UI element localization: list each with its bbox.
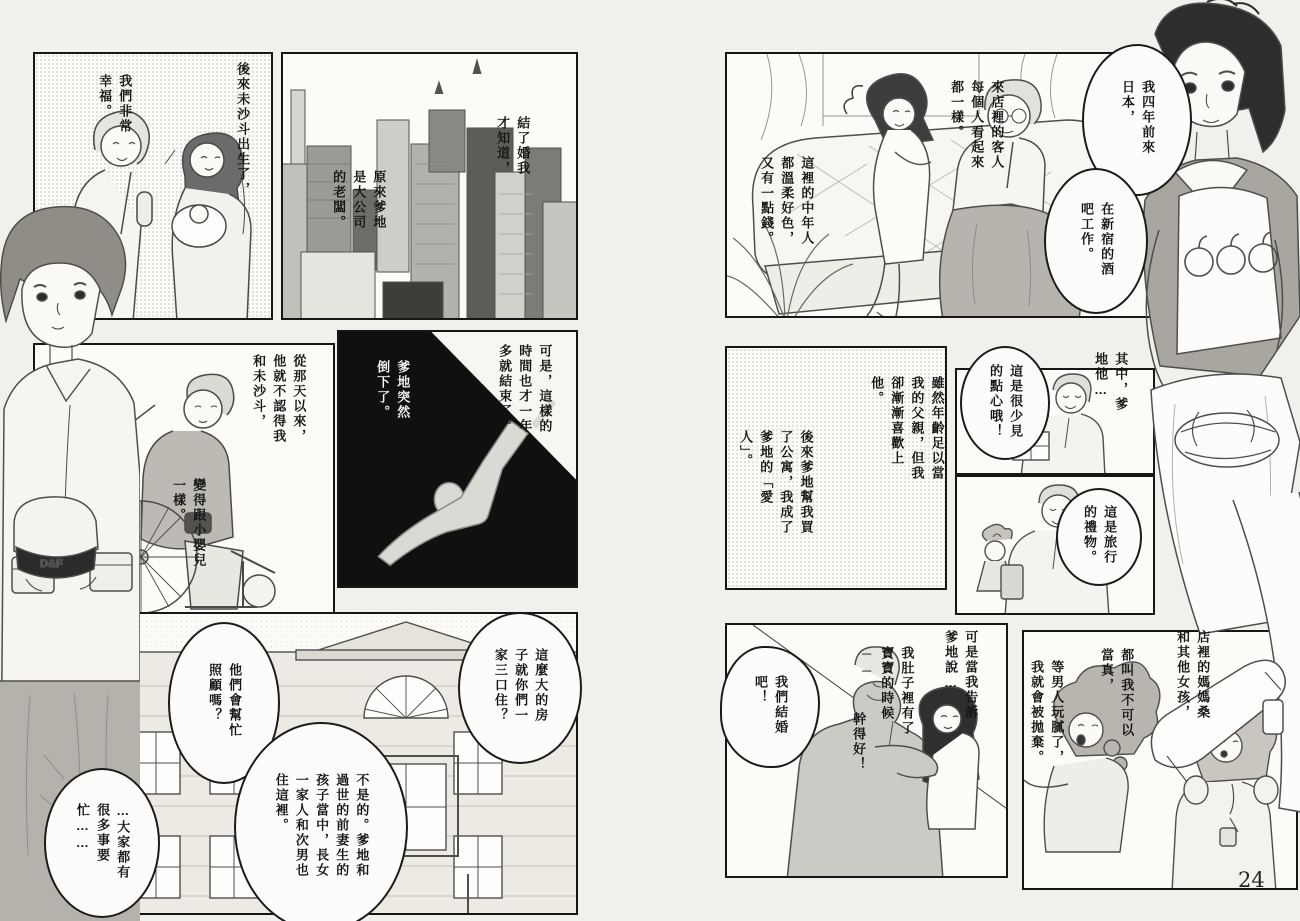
caption-gentle: 這裡的中年人都溫柔好色，又有一點錢。 [759, 156, 815, 246]
bubble-text: 我四年前來日本， [1120, 80, 1156, 155]
thought-bubble-marry [720, 646, 820, 768]
caption-great: 幹得好！ [851, 712, 867, 772]
caption-pregnant: 我肚子裡有了寶寶的時候── [859, 646, 915, 736]
caption-baby-like: 變得跟小嬰兒一樣。 [171, 478, 207, 568]
caption-among: 其中，爹地他… [1093, 352, 1129, 412]
bubble-text: 這是旅行的禮物。 [1082, 505, 1118, 565]
bubble-text: …大家都有很多事要忙…… [74, 803, 131, 880]
speech-bubble-big-house [458, 612, 582, 764]
caption-boss: 原來爹地是大公司的老闆。 [331, 170, 387, 230]
page-number: 24 [1238, 868, 1265, 892]
speech-bubble-busy [44, 768, 160, 918]
caption-mamasan: 店裡的媽媽桑和其他女孩， [1175, 630, 1211, 720]
bubble-text: 這是很少見的點心哦！ [988, 364, 1024, 439]
bubble-text: 不是的。爹地和過世的前妻生的孩子當中，長女一家人和次男也住這裡。 [273, 773, 370, 878]
caption-happy: 我們非常幸福。 [97, 74, 133, 134]
speech-bubble-bar [1044, 168, 1148, 314]
caption-birth: 後來未沙斗出生了， [235, 62, 251, 197]
caption-married: 結了婚我才知道， [495, 116, 531, 176]
speech-bubble-family-detail [234, 722, 408, 921]
cap-logo-text: D&F [40, 558, 63, 570]
caption-dumped: 等男人玩膩了，我就會被拋棄。 [1029, 660, 1065, 765]
caption-fell: 爹地突然倒下了。 [375, 360, 411, 420]
bubble-text: 我們結婚吧！ [753, 675, 789, 735]
monologue-age: 雖然年齡足以當我的父親，但我卻漸漸喜歡上他。 [869, 376, 945, 481]
caption-since: 從那天以來，他就不認得我和未沙斗， [251, 354, 307, 444]
bubble-text: 他們會幫忙照顧嗎？ [207, 663, 243, 738]
speech-bubble-souvenir [1056, 488, 1142, 586]
caption-customers: 來店裡的客人每個人看起來都一樣。 [949, 80, 1005, 170]
caption-told: 可是當我告訴爹地說… [943, 630, 979, 720]
speech-bubble-sweets [960, 346, 1050, 460]
panel-city [281, 52, 578, 320]
caption-serious: 都叫我不可以當真， [1099, 648, 1135, 738]
bubble-text: 這麼大的房子就你們一家三口住？ [492, 648, 549, 723]
caption-over: 可是，這樣的時間也才一年多就結束了。 [497, 344, 553, 434]
bubble-text: 在新宿的酒吧工作。 [1079, 202, 1115, 277]
monologue-apartment: 後來爹地幫我買了公寓，我成了爹地的「愛人」。 [738, 430, 814, 535]
